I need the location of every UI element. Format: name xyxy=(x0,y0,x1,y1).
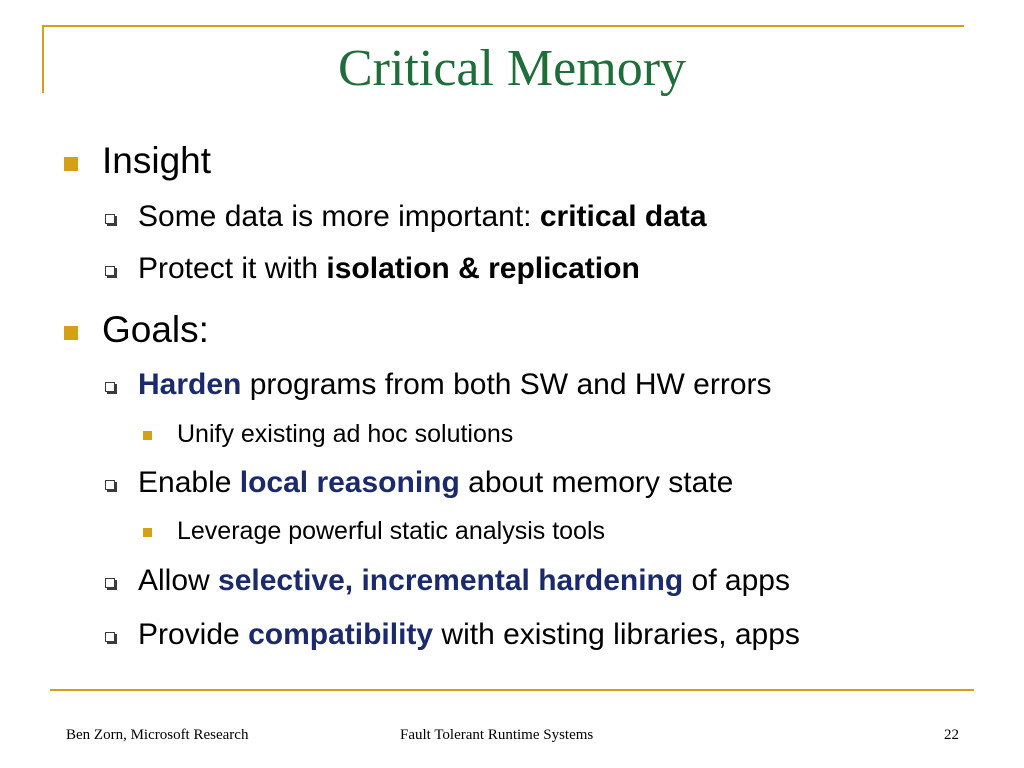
slide-title: Critical Memory xyxy=(337,40,687,97)
footer-talk-title: Fault Tolerant Runtime Systems xyxy=(400,727,594,743)
hollow-square-bullet-icon xyxy=(105,266,115,276)
bullet-text: Leverage powerful static analysis tools xyxy=(177,517,606,545)
square-bullet-icon xyxy=(64,326,78,340)
bullet-text-before: Provide xyxy=(138,618,249,651)
bullet-text: Unify existing ad hoc solutions xyxy=(177,420,514,448)
footer-page-number: 22 xyxy=(944,727,959,743)
hollow-square-bullet-icon xyxy=(105,480,115,490)
bullet-text: Goals: xyxy=(102,309,209,350)
footer-rule xyxy=(50,689,974,691)
bullet-compatibility xyxy=(138,618,800,653)
hollow-square-bullet-icon xyxy=(105,578,115,588)
bullet-emphasis: local reasoning xyxy=(239,466,460,499)
bullet-isolation-replication xyxy=(138,252,640,287)
bullet-emphasis: Harden xyxy=(138,368,242,401)
square-bullet-icon xyxy=(143,528,152,537)
bullet-selective-hardening xyxy=(138,564,790,599)
bullet-emphasis: critical data xyxy=(539,200,707,233)
hollow-square-bullet-icon xyxy=(105,214,115,224)
bullet-text-after: programs from both SW and HW errors xyxy=(241,368,772,401)
bullet-text: Protect it with xyxy=(138,252,327,285)
bullet-harden xyxy=(138,368,772,403)
bullet-leverage xyxy=(177,517,605,546)
bullet-insight xyxy=(102,140,211,183)
square-bullet-icon xyxy=(64,157,78,171)
square-bullet-icon xyxy=(143,431,152,440)
bullet-text: Insight xyxy=(102,140,212,181)
bullet-text-before: Enable xyxy=(138,466,240,499)
hollow-square-bullet-icon xyxy=(105,382,115,392)
bullet-text-before: Allow xyxy=(138,564,219,597)
bullet-emphasis: selective, incremental hardening xyxy=(218,564,684,597)
hollow-square-bullet-icon xyxy=(105,632,115,642)
top-frame-rule xyxy=(42,25,964,27)
bullet-unify xyxy=(177,420,513,449)
bullet-text-after: with existing libraries, apps xyxy=(433,618,800,651)
bullet-emphasis: compatibility xyxy=(248,618,434,651)
bullet-text-after: about memory state xyxy=(459,466,734,499)
bullet-local-reasoning xyxy=(138,466,733,501)
bullet-emphasis: isolation & replication xyxy=(326,252,640,285)
bullet-goals xyxy=(102,309,209,352)
bullet-critical-data xyxy=(138,200,707,235)
footer-author: Ben Zorn, Microsoft Research xyxy=(66,727,249,743)
bullet-text-after: of apps xyxy=(683,564,790,597)
bullet-text: Some data is more important: xyxy=(138,200,540,233)
